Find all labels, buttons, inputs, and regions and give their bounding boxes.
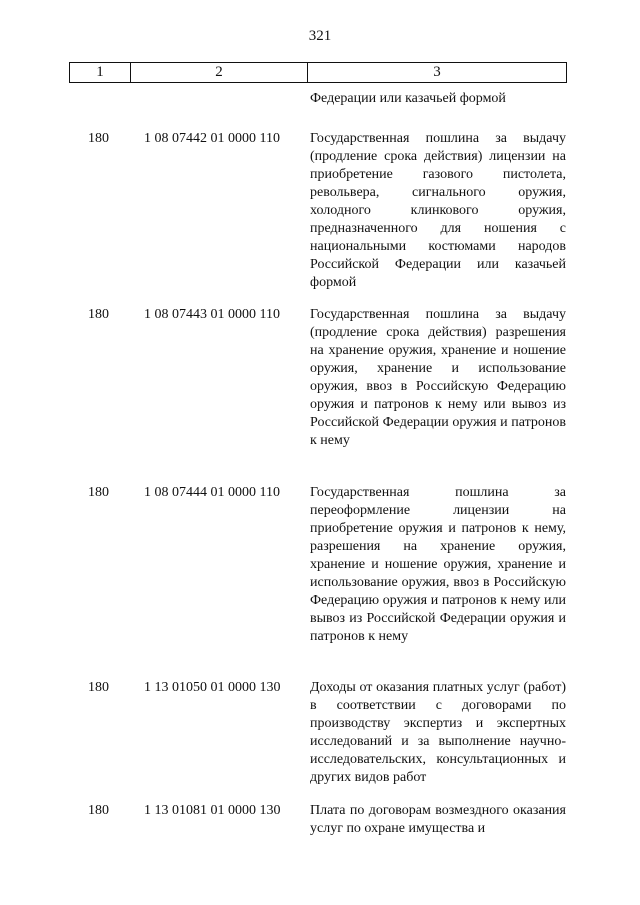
- header-col-2: 2: [131, 63, 308, 82]
- table-header: [69, 62, 567, 83]
- income-description: Государственная пошлина за выдачу (продление срока действия) лицензии на приобретение газового пистолета, револьвера, сигнального оружия, холодного клинкового оружия, предназначенного для ношения с национальными костюмами народов Российской Федерации или казачьей формой: [310, 131, 566, 290]
- header-col-1: 1: [70, 63, 131, 82]
- continuation-text: Федерации или казачьей формой: [310, 91, 506, 106]
- admin-code: 180: [88, 680, 109, 695]
- admin-code: 180: [88, 131, 109, 146]
- income-description: Государственная пошлина за переоформление лицензии на приобретение оружия и патронов к нему, разрешения на хранение оружия, хранение и ношение оружия, хранение и использование оружия, ввоз в Российскую Федерацию оружия и патронов к нему или вывоз из Российской Федерации оружия и патронов к нему: [310, 485, 566, 644]
- admin-code: 180: [88, 485, 109, 500]
- income-description: Государственная пошлина за выдачу (продление срока действия) разрешения на хранение оружия, хранение и ношение оружия, хранение и использование оружия, ввоз в Российскую Федерацию оружия и патронов к нему или вывоз из Российской Федерации оружия и патронов к нему: [310, 307, 566, 448]
- admin-code: 180: [88, 307, 109, 322]
- budget-code: 1 08 07443 01 0000 110: [144, 307, 280, 322]
- page-number: 321: [308, 28, 332, 44]
- income-description: Доходы от оказания платных услуг (работ) в соответствии с договорами по производству экспертиз и экспертных исследований и за выполнение научно-исследовательских, консультационных и других видов работ: [310, 680, 566, 785]
- budget-code: 1 08 07444 01 0000 110: [144, 485, 280, 500]
- budget-code: 1 13 01050 01 0000 130: [144, 680, 281, 695]
- income-description: Плата по договорам возмездного оказания услуг по охране имущества и: [310, 803, 566, 836]
- budget-code: 1 08 07442 01 0000 110: [144, 131, 280, 146]
- admin-code: 180: [88, 803, 109, 818]
- budget-code: 1 13 01081 01 0000 130: [144, 803, 281, 818]
- header-col-3: 3: [433, 64, 441, 80]
